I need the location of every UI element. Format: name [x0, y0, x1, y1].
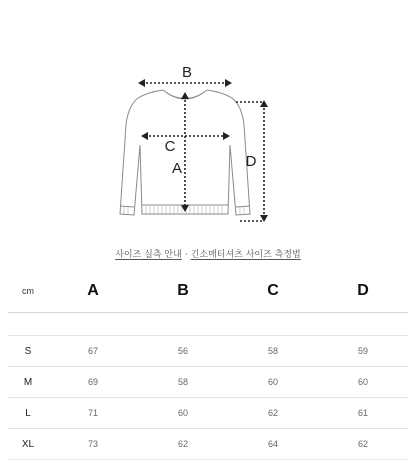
size-guide-caption	[0, 247, 416, 260]
value-d: 60	[318, 367, 408, 398]
size-label: S	[8, 336, 48, 367]
arrow-c-right	[223, 132, 230, 140]
unit-label: cm	[8, 270, 48, 313]
size-label: L	[8, 398, 48, 429]
arrow-b-right	[225, 79, 232, 87]
caption-separator: ·	[184, 250, 188, 260]
caption-method: 긴소매티셔츠 사이즈 측정법	[190, 250, 301, 260]
caption-measure-guide: 사이즈 실측 안내	[115, 250, 182, 260]
header-c: C	[228, 270, 318, 313]
value-d: 61	[318, 398, 408, 429]
size-label: XL	[8, 429, 48, 460]
value-c: 58	[228, 336, 318, 367]
value-b: 62	[138, 429, 228, 460]
table-row	[8, 398, 408, 429]
header-d: D	[318, 270, 408, 313]
arrow-a-top	[181, 92, 189, 99]
arrow-c-left	[141, 132, 148, 140]
table-spacer-row	[8, 313, 408, 336]
header-a: A	[48, 270, 138, 313]
size-chart-table	[8, 270, 408, 460]
value-b: 60	[138, 398, 228, 429]
size-label: M	[8, 367, 48, 398]
label-b: B	[181, 64, 193, 81]
value-b: 58	[138, 367, 228, 398]
arrow-d-top	[260, 100, 268, 107]
value-c: 60	[228, 367, 318, 398]
header-b: B	[138, 270, 228, 313]
value-c: 62	[228, 398, 318, 429]
value-b: 56	[138, 336, 228, 367]
table-row	[8, 336, 408, 367]
table-header-row	[8, 270, 408, 313]
value-c: 64	[228, 429, 318, 460]
label-d: D	[245, 153, 257, 170]
value-d: 59	[318, 336, 408, 367]
label-c: C	[164, 138, 176, 155]
table-row	[8, 429, 408, 460]
label-a: A	[171, 160, 183, 177]
value-a: 69	[48, 367, 138, 398]
table-row	[8, 367, 408, 398]
value-a: 71	[48, 398, 138, 429]
value-d: 62	[318, 429, 408, 460]
arrow-b-left	[138, 79, 145, 87]
value-a: 67	[48, 336, 138, 367]
value-a: 73	[48, 429, 138, 460]
